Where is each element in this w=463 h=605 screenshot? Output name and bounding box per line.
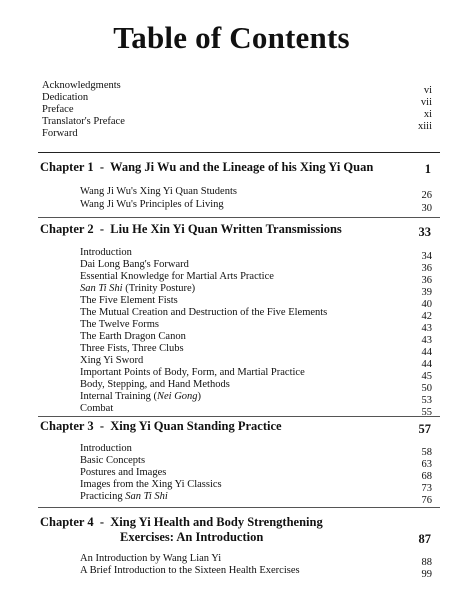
chapter-page-number: 1 <box>424 162 431 176</box>
page-number: 30 <box>421 203 432 214</box>
toc-entry[interactable]: A Brief Introduction to the Sixteen Health Exercises <box>80 565 300 576</box>
page-number: 88 <box>421 557 432 568</box>
toc-entry[interactable]: The Twelve Forms <box>80 319 159 330</box>
toc-entry[interactable] <box>80 391 201 403</box>
toc-entry[interactable]: Combat <box>80 403 114 414</box>
toc-entry[interactable]: Introduction <box>80 247 132 258</box>
page-number: 99 <box>421 569 432 580</box>
divider <box>38 217 440 218</box>
toc-entry[interactable] <box>80 283 195 295</box>
divider <box>38 152 440 153</box>
toc-entry[interactable]: The Mutual Creation and Destruction of the Five Elements <box>80 307 328 318</box>
page-number: 76 <box>421 495 432 506</box>
entry-label: Internal Training ( <box>80 391 157 402</box>
chapter-number: Chapter 1 <box>40 160 94 174</box>
toc-entry[interactable]: An Introduction by Wang Lian Yi <box>80 553 222 564</box>
page-number: 53 <box>421 395 432 406</box>
page-number: 44 <box>421 347 432 358</box>
toc-entry[interactable]: Dai Long Bang's Forward <box>80 259 189 270</box>
chapter-page-number: 33 <box>418 225 431 239</box>
toc-entry[interactable]: Xing Yi Sword <box>80 355 144 366</box>
chapter-heading[interactable] <box>40 160 373 175</box>
chapter-number: Chapter 4 <box>40 515 94 529</box>
toc-entry[interactable]: Introduction <box>80 443 132 454</box>
divider <box>38 416 440 417</box>
chapter-title: Xing Yi Quan Standing Practice <box>110 419 282 433</box>
page-number: 73 <box>421 483 432 494</box>
page-number: 36 <box>421 275 432 286</box>
separator: - <box>96 515 108 529</box>
page-number: vii <box>420 97 432 108</box>
page-title: Table of Contents <box>113 20 350 55</box>
page-number: 43 <box>421 335 432 346</box>
chapter-heading[interactable] <box>40 222 342 237</box>
italic-term: San Ti Shi <box>80 283 123 294</box>
toc-entry[interactable] <box>80 491 168 503</box>
chapter-title: Liu He Xin Yi Quan Written Transmissions <box>110 222 342 236</box>
entry-suffix: ) <box>197 391 202 402</box>
entry-suffix: (Trinity Posture) <box>122 283 196 294</box>
chapter-page-number: 57 <box>418 422 431 436</box>
toc-entry[interactable]: Three Fists, Three Clubs <box>80 343 184 354</box>
chapter-heading[interactable] <box>40 515 323 530</box>
italic-term: San Ti Shi <box>125 491 168 502</box>
page-number: vi <box>423 85 432 96</box>
chapter-title: Xing Yi Health and Body Strengthening <box>110 515 323 529</box>
divider <box>38 507 440 508</box>
chapter-number: Chapter 3 <box>40 419 94 433</box>
page-number: 44 <box>421 359 432 370</box>
page-number: 50 <box>421 383 432 394</box>
toc-entry[interactable]: Translator's Preface <box>42 116 125 127</box>
page-number: 45 <box>421 371 432 382</box>
toc-entry[interactable]: Important Points of Body, Form, and Martial Practice <box>80 367 305 378</box>
separator: - <box>96 222 108 236</box>
page-number: 40 <box>421 299 432 310</box>
chapter-title: Wang Ji Wu and the Lineage of his Xing Yi Quan <box>110 160 374 174</box>
page-number: 26 <box>421 190 432 201</box>
toc-entry[interactable]: Postures and Images <box>80 467 167 478</box>
chapter-heading[interactable] <box>40 419 282 434</box>
toc-entry[interactable]: Preface <box>42 104 74 115</box>
chapter-page-number: 87 <box>418 532 431 546</box>
separator: - <box>96 160 108 174</box>
chapter-number: Chapter 2 <box>40 222 94 236</box>
separator: - <box>96 419 108 433</box>
page-number: 34 <box>421 251 432 262</box>
page-number: 63 <box>421 459 432 470</box>
toc-entry[interactable]: Images from the Xing Yi Classics <box>80 479 222 490</box>
page-number: 43 <box>421 323 432 334</box>
page-number: xi <box>423 109 432 120</box>
toc-entry[interactable]: The Earth Dragon Canon <box>80 331 186 342</box>
page-number: 68 <box>421 471 432 482</box>
toc-entry[interactable]: Wang Ji Wu's Principles of Living <box>80 199 224 210</box>
page-number: 36 <box>421 263 432 274</box>
entry-label: Practicing <box>80 491 126 502</box>
page-number: 58 <box>421 447 432 458</box>
toc-entry[interactable]: Basic Concepts <box>80 455 146 466</box>
page-number: 42 <box>421 311 432 322</box>
toc-entry[interactable]: Essential Knowledge for Martial Arts Practice <box>80 271 274 282</box>
page-number: xiii <box>417 121 432 132</box>
toc-entry[interactable]: Body, Stepping, and Hand Methods <box>80 379 230 390</box>
toc-entry[interactable]: Forward <box>42 128 78 139</box>
toc-entry[interactable]: Acknowledgments <box>42 80 121 91</box>
page-number: 55 <box>421 407 432 418</box>
italic-term: Nei Gong <box>157 391 198 402</box>
toc-entry[interactable]: The Five Element Fists <box>80 295 178 306</box>
chapter-title-continued: Exercises: An Introduction <box>120 530 264 544</box>
toc-entry[interactable]: Wang Ji Wu's Xing Yi Quan Students <box>80 186 237 197</box>
toc-entry[interactable]: Dedication <box>42 92 89 103</box>
page-number: 39 <box>421 287 432 298</box>
